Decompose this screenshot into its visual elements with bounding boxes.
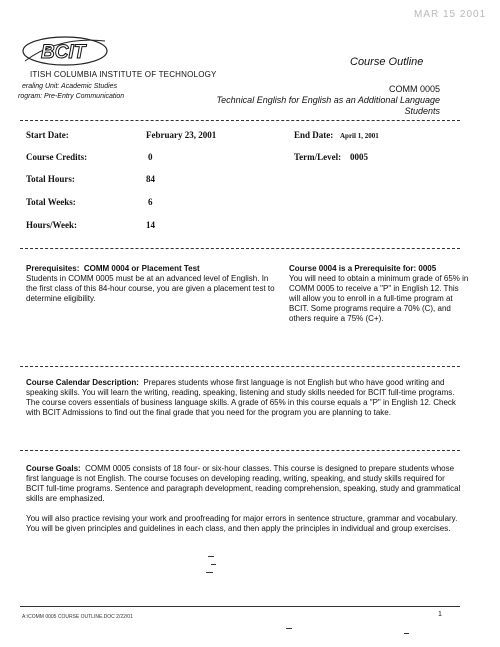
page-number: 1 <box>438 611 442 618</box>
course-goals-text2: You will also practice revising your work and proofreading for major errors in sentence structure, grammar and vocabulary. You will be given principles and guidelines in each class, and then apply the principles in individual and group exercises. <box>26 514 458 533</box>
end-date-value: April 1, 2001 <box>340 132 379 140</box>
calendar-description-text1: Prepares students whose first language is not English but who have good writing and speaking skills. You will learn the writing, reading, speaking, listening and study skills needed for BCIT full-time programs. <box>26 378 455 397</box>
scan-mark <box>208 556 214 557</box>
course-code: COMM 0005 <box>388 84 440 94</box>
operating-unit: eraling Unit: Academic Studies <box>22 83 118 90</box>
total-hours-label: Total Hours: <box>26 174 75 184</box>
total-hours-value: 84 <box>146 174 155 184</box>
total-weeks-value: 6 <box>148 197 153 207</box>
prerequisite-for-text: You will need to obtain a minimum grade of 65% in COMM 0005 to receive a "P" in English 12. This will allow you to enroll in a full-time program at BCIT. Some programs require a 70% (C), and others require a 75% (C+). <box>289 274 469 323</box>
institution-name: ITISH COLUMBIA INSTITUTE OF TECHNOLOGY <box>30 70 217 79</box>
course-goals-text1: COMM 0005 consists of 18 four- or six-hour classes. This course is designed to prepare students whose first language is not English. The course focuses on developing reading, writing, speaking, and study skills required for BCIT full-time programs. Sentence and paragraph development, reading comprehension, speaking, study and grammatical skills are emphasized. <box>26 464 461 503</box>
scan-mark <box>206 572 213 573</box>
bcit-logo <box>19 34 109 68</box>
calendar-divider <box>20 450 460 451</box>
prerequisites-value: COMM 0004 or Placement Test <box>83 264 200 273</box>
prerequisite-for-heading: Course 0004 is a Prerequisite for: 0005 <box>289 264 437 273</box>
course-goals-section <box>26 464 464 534</box>
total-weeks-label: Total Weeks: <box>26 197 76 207</box>
document-title: Course Outline <box>350 56 424 68</box>
start-date-value: February 23, 2001 <box>146 130 217 140</box>
calendar-description-section <box>26 378 464 418</box>
course-credits-label: Course Credits: <box>26 152 88 162</box>
prerequisites-section <box>26 264 278 304</box>
footer-filename: A:\COMM 0005 COURSE OUTLINE.DOC 2/22/01 <box>22 614 133 620</box>
term-level-label: Term/Level: <box>294 152 342 162</box>
calendar-description-text2: The course covers essentials of business language skills. A grade of 65% in this course equals a "P" in English 12. Check with BCIT Admissions to find out the final grade that you need for the program you are planning to take. <box>26 398 456 417</box>
scan-mark <box>404 633 409 634</box>
header-divider <box>20 120 460 121</box>
scan-mark <box>286 628 292 629</box>
course-goals-label: Course Goals: <box>26 464 81 473</box>
program-name: rogram: Pre-Entry Communication <box>18 93 125 100</box>
svg-text:BCIT: BCIT <box>41 42 86 63</box>
received-stamp: MAR 15 2001 <box>414 9 487 20</box>
prerequisites-text: Students in COMM 0005 must be at an advanced level of English. In the first class of this 84-hour course, you are given a placement test to determine eligibility. <box>26 274 275 303</box>
scan-mark <box>211 564 216 565</box>
end-date-label: End Date: <box>294 130 334 140</box>
course-credits-value: 0 <box>148 152 153 162</box>
start-date-label: Start Date: <box>26 130 69 140</box>
prerequisite-for-box <box>289 264 469 324</box>
prereq-divider <box>20 366 460 367</box>
term-level-value: 0005 <box>350 152 368 162</box>
course-title: Technical English for English as an Additional Language Students <box>216 95 440 116</box>
prerequisites-label: Prerequisites: <box>26 264 80 273</box>
calendar-description-label: Course Calendar Description: <box>26 378 139 387</box>
hours-per-week-value: 14 <box>146 220 155 230</box>
footer-divider <box>20 606 460 607</box>
hours-per-week-label: Hours/Week: <box>26 220 77 230</box>
info-divider <box>20 248 460 249</box>
